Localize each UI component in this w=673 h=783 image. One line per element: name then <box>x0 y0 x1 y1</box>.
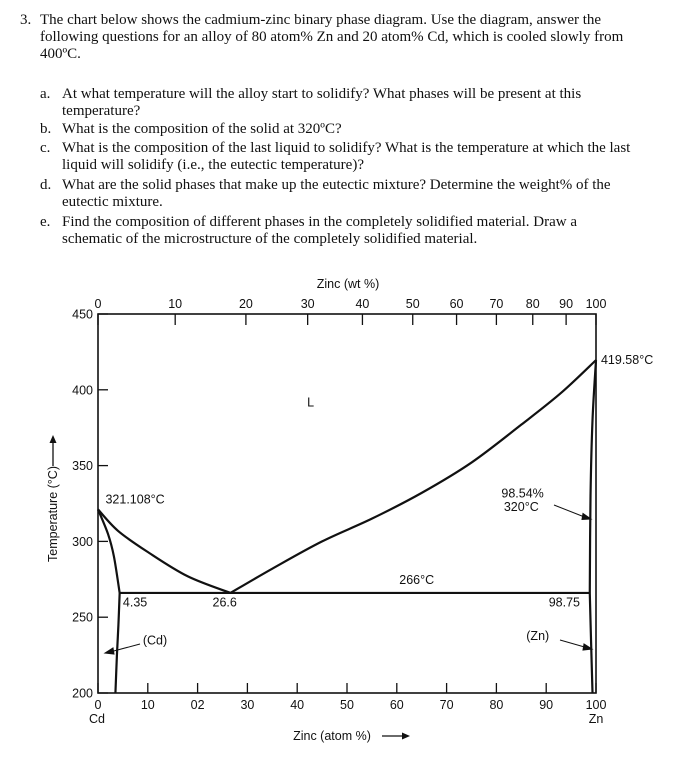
subquestion-label: d. <box>40 177 52 193</box>
subquestion-text: Find the composition of different phases in the completely solidified material. Draw a schematic of the microstructure of the completely solidified material. <box>62 214 578 247</box>
subquestion-text: At what temperature will the alloy start to solidify? What phases will be present at this temperature? <box>62 86 582 119</box>
subquestion-label: b. <box>40 121 52 137</box>
x-tick-label: 30 <box>240 698 255 712</box>
top-tick-label: 20 <box>238 297 253 311</box>
question-text: The chart below shows the cadmium-zinc binary phase diagram. Use the diagram, answer the following questions for an alloy of 80 atom% Zn and 20 atom% Cd, which is cooled slowly from 400ºC. <box>40 12 624 62</box>
top-tick-label: 0 <box>94 297 102 311</box>
x-tick-label: 40 <box>290 698 305 712</box>
top-tick-label: 60 <box>449 297 464 311</box>
top-tick-label: 70 <box>489 297 504 311</box>
x-tick-label: 0 <box>94 698 102 712</box>
top-tick-label: 90 <box>559 297 574 311</box>
annotation-label: (Zn) <box>526 628 550 643</box>
y-tick-label: 450 <box>72 307 93 322</box>
annotation-label: 266°C <box>399 572 435 587</box>
annotation-arrows <box>105 505 592 654</box>
annotation-label: (Cd) <box>142 633 168 648</box>
x-tick-label: 70 <box>439 698 454 712</box>
top-tick-label: 100 <box>585 297 607 311</box>
top-tick-label: 50 <box>405 297 420 311</box>
x-tick-label: 100 <box>585 698 607 712</box>
x-axis-right-end-label: Zn <box>588 712 604 726</box>
annotation-label: 4.35 <box>122 595 148 610</box>
x-axis-left-end-label: Cd <box>89 712 105 726</box>
x-tick-label: 02 <box>190 698 205 712</box>
x-tick-label: 50 <box>340 698 354 712</box>
y-tick-label: 350 <box>72 459 93 474</box>
y-tick-label: 250 <box>72 610 93 625</box>
y-axis-title: Temperature (°C) <box>46 466 60 562</box>
phase-boundaries <box>98 360 596 693</box>
y-tick-label: 400 <box>72 383 93 398</box>
subquestion-label: c. <box>40 140 51 156</box>
subquestion-text: What is the composition of the solid at 320ºC? <box>62 121 342 137</box>
subquestion-label: a. <box>40 86 51 102</box>
subquestion-label: e. <box>40 214 51 230</box>
series-solvus-cd <box>115 593 119 693</box>
x-axis-title: Zinc (atom %) <box>293 729 371 743</box>
top-axis-ticks <box>95 297 607 325</box>
y-axis-ticks <box>72 308 108 701</box>
annotation-label: 98.54% <box>501 486 544 501</box>
question-number: 3. <box>20 12 32 28</box>
subquestion-text: What is the composition of the last liquid to solidify? What is the temperature at which the last liquid will solidify (i.e., the eutectic temperature)? <box>62 140 631 173</box>
x-tick-label: 10 <box>140 698 155 712</box>
annotation-label: L <box>307 395 315 410</box>
y-tick-label: 300 <box>72 534 93 549</box>
top-axis-title: Zinc (wt %) <box>316 277 380 291</box>
subquestion-text: What are the solid phases that make up the eutectic mixture? Determine the weight% of the eutectic mixture. <box>62 177 611 210</box>
series-solvus-zn <box>590 593 593 693</box>
y-axis-arrow <box>50 435 57 466</box>
y-tick-label: 200 <box>72 686 93 701</box>
annotation-label: 419.58°C <box>600 353 654 368</box>
top-tick-label: 30 <box>300 297 315 311</box>
annotation-label: 320°C <box>503 500 539 515</box>
top-tick-label: 10 <box>168 297 183 311</box>
phase-diagram-chart <box>0 260 673 780</box>
series-liquidus-right <box>230 360 596 593</box>
top-tick-label: 40 <box>355 297 370 311</box>
x-tick-label: 60 <box>389 698 404 712</box>
x-axis-arrow <box>382 733 410 740</box>
annotation-label: 26.6 <box>212 595 237 610</box>
series-solidus-zn <box>590 360 596 593</box>
chart-annotations <box>105 353 653 647</box>
x-axis-ticks <box>95 683 607 712</box>
top-tick-label: 80 <box>525 297 540 311</box>
annotation-label: 321.108°C <box>105 492 165 507</box>
x-tick-label: 80 <box>489 698 504 712</box>
annotation-label: 98.75 <box>548 595 580 610</box>
x-tick-label: 90 <box>539 698 554 712</box>
